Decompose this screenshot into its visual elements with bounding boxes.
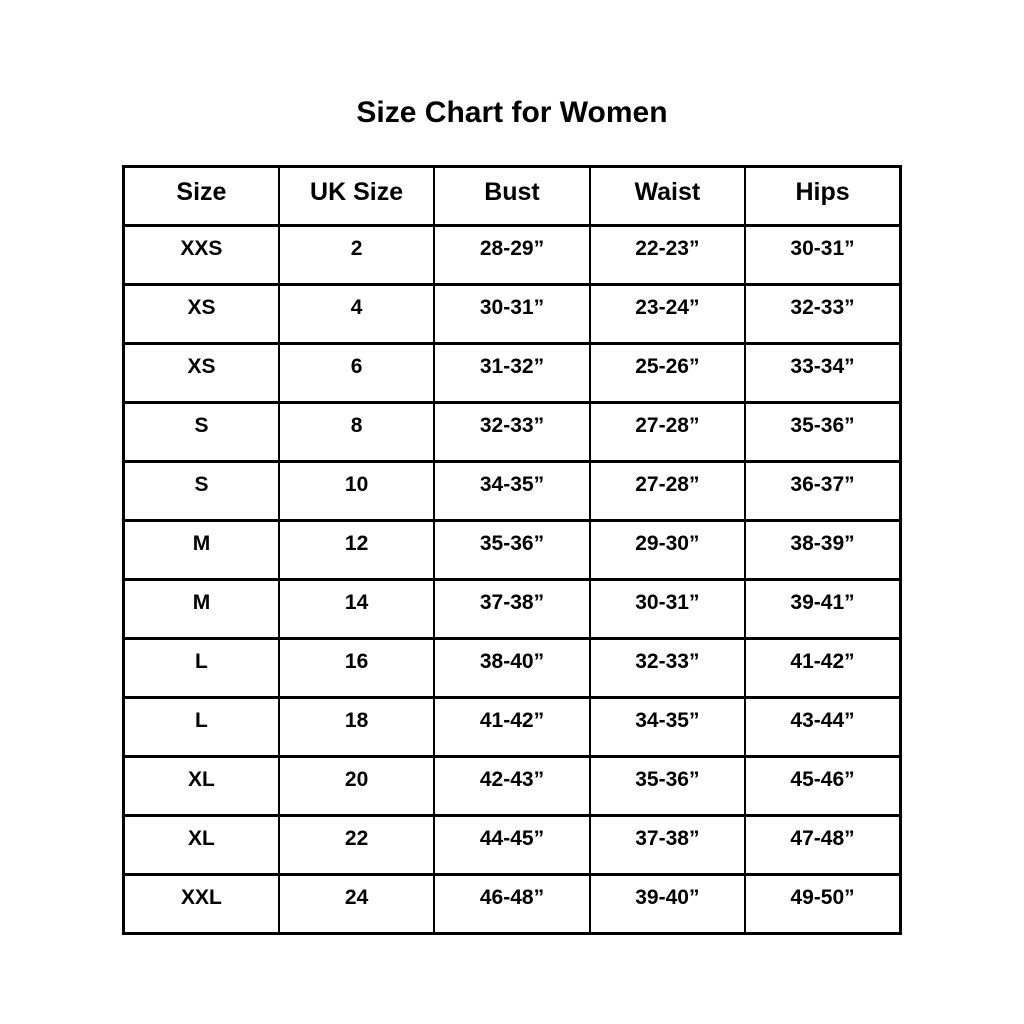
table-cell: 41-42” [745,639,900,698]
table-cell: 43-44” [745,698,900,757]
table-cell: 18 [279,698,434,757]
table-cell: 41-42” [434,698,589,757]
table-cell: 45-46” [745,757,900,816]
table-header [124,167,901,226]
table-cell: M [124,580,279,639]
table-cell: L [124,698,279,757]
table-cell: S [124,462,279,521]
table-cell: 47-48” [745,816,900,875]
table-cell: 29-30” [590,521,745,580]
table-cell: 32-33” [745,285,900,344]
table-cell: L [124,639,279,698]
table-cell: 38-39” [745,521,900,580]
table-cell: 30-31” [590,580,745,639]
table-body [124,226,901,934]
table-cell: 22 [279,816,434,875]
table-cell: 44-45” [434,816,589,875]
table-cell: XS [124,344,279,403]
table-row [124,521,901,580]
table-cell: 22-23” [590,226,745,285]
table-cell: 34-35” [434,462,589,521]
table-cell: 39-40” [590,875,745,934]
table-cell: 4 [279,285,434,344]
table-cell: 10 [279,462,434,521]
table-row [124,757,901,816]
table-row [124,403,901,462]
table-cell: 14 [279,580,434,639]
table-row [124,462,901,521]
table-cell: 49-50” [745,875,900,934]
table-cell: 32-33” [590,639,745,698]
table-cell: 38-40” [434,639,589,698]
table-cell: XL [124,757,279,816]
table-cell: 36-37” [745,462,900,521]
table-cell: 34-35” [590,698,745,757]
size-chart-table [122,165,902,935]
table-cell: 6 [279,344,434,403]
table-cell: 33-34” [745,344,900,403]
table-cell: 31-32” [434,344,589,403]
table-cell: XXS [124,226,279,285]
table-cell: 24 [279,875,434,934]
table-cell: 27-28” [590,462,745,521]
table-row [124,875,901,934]
table-cell: 39-41” [745,580,900,639]
table-cell: 35-36” [590,757,745,816]
table-row [124,226,901,285]
table-row [124,344,901,403]
table-cell: XS [124,285,279,344]
table-cell: 16 [279,639,434,698]
column-header: Bust [434,167,589,226]
table-row [124,580,901,639]
table-cell: 20 [279,757,434,816]
table-cell: 37-38” [590,816,745,875]
table-cell: 30-31” [434,285,589,344]
table-cell: 35-36” [434,521,589,580]
column-header: UK Size [279,167,434,226]
table-header-row [124,167,901,226]
table-row [124,285,901,344]
table-cell: 12 [279,521,434,580]
table-cell: M [124,521,279,580]
table-cell: 32-33” [434,403,589,462]
table-cell: 2 [279,226,434,285]
table-cell: 28-29” [434,226,589,285]
table-cell: 37-38” [434,580,589,639]
table-cell: 35-36” [745,403,900,462]
table-cell: XXL [124,875,279,934]
column-header: Hips [745,167,900,226]
table-row [124,639,901,698]
table-cell: S [124,403,279,462]
table-cell: 42-43” [434,757,589,816]
table-cell: XL [124,816,279,875]
table-row [124,816,901,875]
table-cell: 25-26” [590,344,745,403]
table-cell: 30-31” [745,226,900,285]
table-row [124,698,901,757]
page-title: Size Chart for Women [356,96,668,129]
table-cell: 23-24” [590,285,745,344]
table-cell: 46-48” [434,875,589,934]
table-cell: 27-28” [590,403,745,462]
column-header: Size [124,167,279,226]
column-header: Waist [590,167,745,226]
table-cell: 8 [279,403,434,462]
